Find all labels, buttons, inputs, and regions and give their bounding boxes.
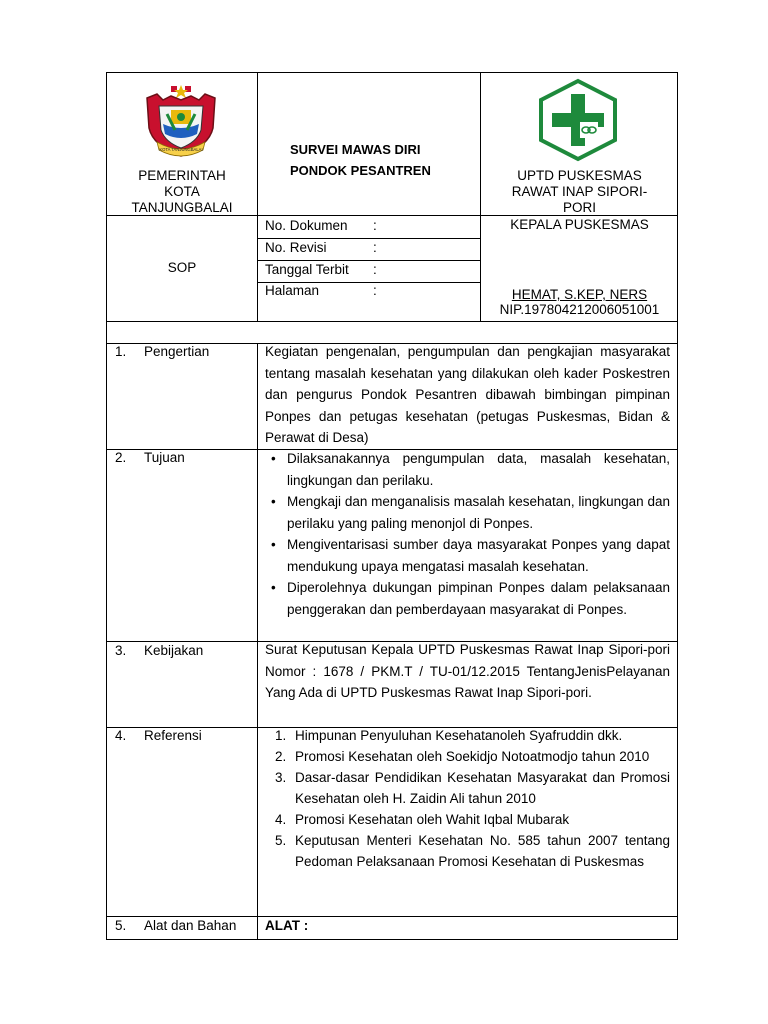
list-item — [265, 767, 670, 809]
title-line-2: PONDOK PESANTREN — [290, 163, 431, 178]
header-col-divider-1 — [257, 72, 258, 322]
field-no-revisi-sep: : — [373, 240, 377, 255]
section-1-title: Pengertian — [144, 344, 210, 359]
field-halaman-label: Halaman — [265, 283, 320, 298]
section-5-title: Alat dan Bahan — [144, 918, 237, 933]
field-tanggal-terbit-label: Tanggal Terbit — [265, 262, 349, 277]
row-divider-4 — [106, 916, 678, 917]
puskesmas-logo — [536, 78, 620, 162]
agency-line-1: PEMERINTAH — [138, 168, 226, 183]
section-2-title: Tujuan — [144, 450, 185, 465]
info-line-2 — [257, 260, 480, 261]
field-tanggal-terbit-sep: : — [373, 262, 377, 277]
info-line-1 — [257, 238, 480, 239]
title-line-1: SURVEI MAWAS DIRI — [290, 142, 421, 157]
section-3-text: Surat Keputusan Kepala UPTD Puskesmas Rawat Inap Sipori-pori Nomor : 1678 / PKM.T / TU-01/12.2015 TentangJenisPelayanan Yang Ada di UPTD Puskesmas Rawat Inap Sipori-pori. — [265, 642, 670, 700]
puskesmas-line-1: UPTD PUSKESMAS — [517, 168, 642, 183]
section-5-text: ALAT : — [265, 918, 309, 933]
section-2-bullets — [265, 448, 670, 620]
puskesmas-name — [481, 168, 678, 216]
ref-text: Promosi Kesehatan oleh Wahit Iqbal Mubarak — [295, 812, 570, 827]
list-item: • Dilaksanakannya pengumpulan data, masalah kesehatan, lingkungan dan perilaku. — [265, 448, 670, 491]
field-no-revisi-label: No. Revisi — [265, 240, 327, 255]
field-no-dokumen-sep: : — [373, 218, 377, 233]
kepala-name: HEMAT, S.KEP, NERS — [511, 287, 648, 302]
section-3-title: Kebijakan — [144, 643, 204, 658]
list-item — [265, 746, 670, 767]
list-item: • Mengkaji dan menganalisis masalah kesehatan, lingkungan dan perilaku yang paling menonjol di Ponpes. — [265, 491, 670, 534]
list-item: • Diperolehnya dukungan pimpinan Ponpes dalam pelaksanaan penggerakan dan pemberdayaan masyarakat di Ponpes. — [265, 577, 670, 620]
puskesmas-line-3: PORI — [562, 200, 596, 215]
info-bottom-line — [106, 321, 678, 322]
list-item — [265, 830, 670, 872]
ref-number: 5. — [275, 833, 287, 848]
section-4-title: Referensi — [144, 728, 202, 743]
section-1-number: 1. — [115, 344, 127, 359]
ref-number: 4. — [275, 812, 287, 827]
agency-name — [107, 168, 257, 216]
section-2-number: 2. — [115, 450, 127, 465]
puskesmas-line-2: RAWAT INAP SIPORI- — [511, 184, 648, 199]
ref-text: Himpunan Penyuluhan Kesehatanoleh Syafruddin dkk. — [295, 728, 623, 743]
ref-text: Promosi Kesehatan oleh Soekidjo Notoatmodjo tahun 2010 — [295, 749, 650, 764]
ref-text: Dasar-dasar Pendidikan Kesehatan Masyarakat dan Promosi Kesehatan oleh H. Zaidin Ali tahun 2010 — [295, 770, 670, 806]
agency-line-3: TANJUNGBALAI — [131, 200, 233, 215]
section-5-number: 5. — [115, 918, 127, 933]
section-3-number: 3. — [115, 643, 127, 658]
kepala-nip: NIP.197804212006051001 — [499, 302, 660, 317]
kepala-label: KEPALA PUSKESMAS — [510, 217, 649, 232]
agency-line-2: KOTA — [164, 184, 200, 199]
section-4-references — [265, 725, 670, 872]
field-halaman-sep: : — [373, 283, 377, 298]
section-4-number: 4. — [115, 728, 127, 743]
ref-number: 3. — [275, 770, 287, 785]
ref-number: 2. — [275, 749, 287, 764]
city-crest-logo — [141, 84, 221, 162]
ref-number: 1. — [275, 728, 287, 743]
svg-text:KOTA TANJUNGBALAI: KOTA TANJUNGBALAI — [159, 147, 203, 152]
document-title — [290, 139, 431, 181]
section-1-text: Kegiatan pengenalan, pengumpulan dan pengkajian masyarakat tentang masalah kesehatan yang dilakukan oleh kader Poskestren dan pengurus Pondok Pesantren dibawah bimbingan pimpinan Ponpes dan petugas kesehatan (petugas Puskesmas, Bidan & Perawat di Desa) — [265, 344, 670, 445]
list-item — [265, 809, 670, 830]
list-item — [265, 725, 670, 746]
ref-text: Keputusan Menteri Kesehatan No. 585 tahun 2007 tentang Pedoman Pelaksanaan Promosi Kesehatan di Puskesmas — [295, 833, 670, 869]
field-no-dokumen-label: No. Dokumen — [265, 218, 348, 233]
sop-label: SOP — [167, 260, 197, 275]
list-item: • Mengiventarisasi sumber daya masyarakat Ponpes yang dapat mendukung upaya mengatasi masalah kesehatan. — [265, 534, 670, 577]
